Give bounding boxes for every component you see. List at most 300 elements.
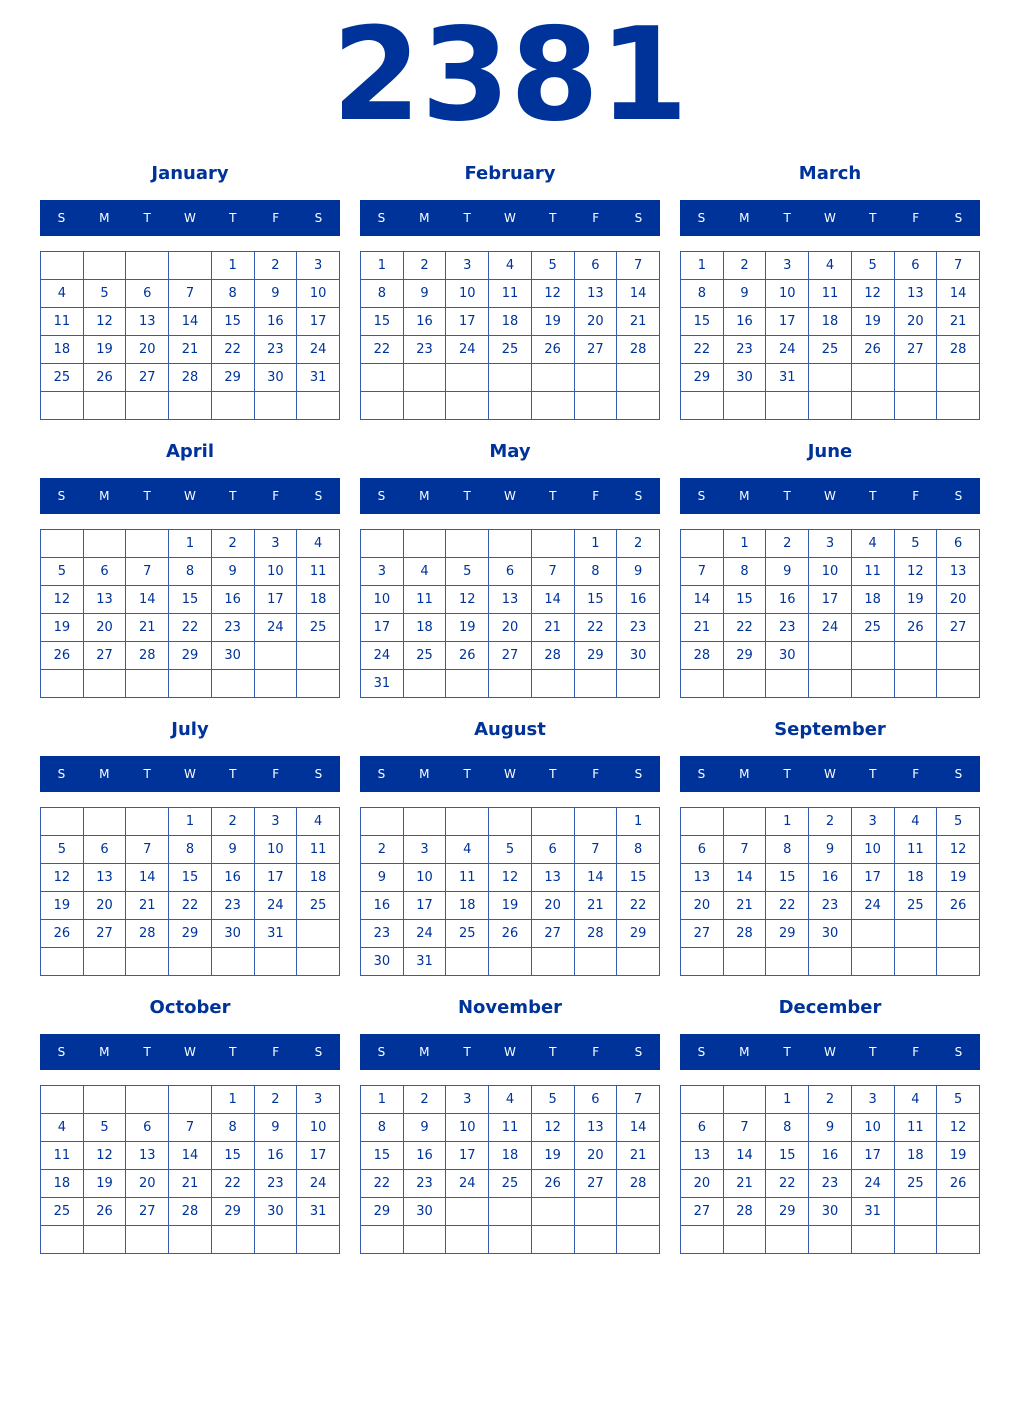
day-cell: 4 bbox=[894, 1086, 937, 1114]
day-cell: 20 bbox=[126, 1170, 169, 1198]
day-cell: 13 bbox=[489, 586, 532, 614]
day-cell: 2 bbox=[254, 252, 297, 280]
day-cell: 8 bbox=[169, 558, 212, 586]
day-cell: 9 bbox=[254, 1114, 297, 1142]
empty-day-cell bbox=[617, 1226, 660, 1254]
day-cell: 16 bbox=[254, 308, 297, 336]
day-cell: 17 bbox=[851, 864, 894, 892]
day-cell: 13 bbox=[574, 1114, 617, 1142]
weekday-header bbox=[680, 200, 980, 236]
day-cell: 2 bbox=[211, 808, 254, 836]
day-cell: 4 bbox=[489, 1086, 532, 1114]
month-name: January bbox=[151, 163, 229, 184]
empty-day-cell bbox=[403, 364, 446, 392]
day-cell: 7 bbox=[574, 836, 617, 864]
empty-day-cell bbox=[211, 392, 254, 420]
week-row bbox=[41, 836, 340, 864]
empty-day-cell bbox=[169, 1086, 212, 1114]
day-cell: 19 bbox=[937, 864, 980, 892]
day-cell: 23 bbox=[766, 614, 809, 642]
day-cell: 30 bbox=[809, 1198, 852, 1226]
empty-day-cell bbox=[489, 808, 532, 836]
weekday-label: F bbox=[912, 489, 920, 503]
empty-day-cell bbox=[41, 530, 84, 558]
month-name: March bbox=[798, 163, 862, 184]
day-cell: 9 bbox=[211, 558, 254, 586]
day-cell: 21 bbox=[126, 892, 169, 920]
week-row bbox=[41, 808, 340, 836]
week-row bbox=[41, 670, 340, 698]
day-cell: 23 bbox=[403, 336, 446, 364]
weekday-label: M bbox=[739, 211, 750, 225]
day-cell: 19 bbox=[41, 614, 84, 642]
day-cell: 28 bbox=[531, 642, 574, 670]
day-cell: 16 bbox=[723, 308, 766, 336]
day-cell: 19 bbox=[937, 1142, 980, 1170]
day-cell: 5 bbox=[937, 1086, 980, 1114]
day-cell: 16 bbox=[617, 586, 660, 614]
day-cell: 27 bbox=[126, 1198, 169, 1226]
empty-day-cell bbox=[41, 252, 84, 280]
empty-day-cell bbox=[126, 530, 169, 558]
empty-day-cell bbox=[126, 1086, 169, 1114]
empty-day-cell bbox=[809, 392, 852, 420]
day-cell: 29 bbox=[361, 1198, 404, 1226]
empty-day-cell bbox=[937, 948, 980, 976]
empty-day-cell bbox=[126, 1226, 169, 1254]
day-cell: 8 bbox=[681, 280, 724, 308]
empty-day-cell bbox=[894, 948, 937, 976]
empty-day-cell bbox=[83, 1086, 126, 1114]
empty-day-cell bbox=[83, 530, 126, 558]
day-cell: 23 bbox=[809, 1170, 852, 1198]
day-cell: 22 bbox=[169, 892, 212, 920]
weekday-label: W bbox=[824, 767, 836, 781]
day-cell: 9 bbox=[766, 558, 809, 586]
empty-day-cell bbox=[169, 392, 212, 420]
day-cell: 24 bbox=[851, 892, 894, 920]
empty-day-cell bbox=[531, 808, 574, 836]
day-cell: 29 bbox=[574, 642, 617, 670]
weekday-label: T bbox=[463, 767, 471, 781]
week-row bbox=[681, 280, 980, 308]
day-cell: 6 bbox=[83, 836, 126, 864]
day-cell: 14 bbox=[723, 864, 766, 892]
day-cell: 2 bbox=[361, 836, 404, 864]
day-cell: 8 bbox=[723, 558, 766, 586]
week-row bbox=[681, 586, 980, 614]
weekday-header bbox=[40, 756, 340, 792]
day-cell: 9 bbox=[361, 864, 404, 892]
day-cell: 17 bbox=[446, 308, 489, 336]
week-row bbox=[41, 642, 340, 670]
weekday-label: W bbox=[824, 1045, 836, 1059]
day-grid bbox=[360, 807, 660, 976]
weekday-label: T bbox=[229, 489, 237, 503]
day-cell: 8 bbox=[361, 280, 404, 308]
day-cell: 25 bbox=[489, 1170, 532, 1198]
day-cell: 15 bbox=[361, 1142, 404, 1170]
day-cell: 30 bbox=[211, 642, 254, 670]
day-cell: 6 bbox=[574, 252, 617, 280]
week-row bbox=[41, 558, 340, 586]
day-cell: 20 bbox=[574, 308, 617, 336]
day-cell: 2 bbox=[254, 1086, 297, 1114]
month-february bbox=[360, 156, 660, 426]
weekday-label: S bbox=[377, 1045, 386, 1059]
empty-day-cell bbox=[937, 642, 980, 670]
weekday-label: F bbox=[592, 767, 600, 781]
day-cell: 5 bbox=[937, 808, 980, 836]
day-cell: 3 bbox=[254, 530, 297, 558]
day-cell: 10 bbox=[809, 558, 852, 586]
day-cell: 29 bbox=[169, 920, 212, 948]
empty-day-cell bbox=[126, 392, 169, 420]
day-cell: 15 bbox=[617, 864, 660, 892]
week-row bbox=[361, 308, 660, 336]
day-cell: 7 bbox=[126, 836, 169, 864]
day-cell: 15 bbox=[723, 586, 766, 614]
month-name: May bbox=[489, 441, 531, 462]
week-row bbox=[361, 614, 660, 642]
empty-day-cell bbox=[937, 364, 980, 392]
day-cell: 2 bbox=[211, 530, 254, 558]
empty-day-cell bbox=[531, 948, 574, 976]
day-cell: 19 bbox=[41, 892, 84, 920]
weekday-label: W bbox=[184, 767, 196, 781]
day-cell: 8 bbox=[169, 836, 212, 864]
weekday-label: T bbox=[143, 767, 151, 781]
empty-day-cell bbox=[446, 1198, 489, 1226]
week-row bbox=[681, 808, 980, 836]
day-cell: 16 bbox=[254, 1142, 297, 1170]
day-cell: 12 bbox=[894, 558, 937, 586]
weekday-label: S bbox=[697, 489, 706, 503]
week-row bbox=[361, 1114, 660, 1142]
week-row bbox=[41, 1170, 340, 1198]
month-november bbox=[360, 990, 660, 1260]
day-cell: 28 bbox=[574, 920, 617, 948]
weekday-label: S bbox=[57, 211, 66, 225]
empty-day-cell bbox=[894, 670, 937, 698]
day-cell: 27 bbox=[681, 1198, 724, 1226]
week-row bbox=[361, 364, 660, 392]
day-cell: 23 bbox=[723, 336, 766, 364]
day-cell: 9 bbox=[617, 558, 660, 586]
empty-day-cell bbox=[254, 392, 297, 420]
day-cell: 1 bbox=[681, 252, 724, 280]
week-row bbox=[361, 1142, 660, 1170]
day-cell: 9 bbox=[809, 1114, 852, 1142]
day-cell: 7 bbox=[937, 252, 980, 280]
empty-day-cell bbox=[403, 670, 446, 698]
day-cell: 22 bbox=[723, 614, 766, 642]
day-cell: 15 bbox=[211, 308, 254, 336]
year-title: 2381 bbox=[331, 1, 689, 150]
day-cell: 14 bbox=[617, 280, 660, 308]
empty-day-cell bbox=[489, 948, 532, 976]
day-cell: 1 bbox=[361, 252, 404, 280]
empty-day-cell bbox=[531, 364, 574, 392]
weekday-label: W bbox=[824, 489, 836, 503]
day-cell: 26 bbox=[446, 642, 489, 670]
day-cell: 31 bbox=[297, 1198, 340, 1226]
day-cell: 26 bbox=[531, 336, 574, 364]
empty-day-cell bbox=[894, 1226, 937, 1254]
day-cell: 18 bbox=[489, 1142, 532, 1170]
empty-day-cell bbox=[937, 670, 980, 698]
day-cell: 21 bbox=[681, 614, 724, 642]
week-row bbox=[41, 1142, 340, 1170]
empty-day-cell bbox=[297, 948, 340, 976]
empty-day-cell bbox=[83, 392, 126, 420]
week-row bbox=[361, 392, 660, 420]
day-cell: 7 bbox=[126, 558, 169, 586]
day-cell: 26 bbox=[937, 1170, 980, 1198]
day-cell: 3 bbox=[766, 252, 809, 280]
day-cell: 11 bbox=[403, 586, 446, 614]
day-cell: 7 bbox=[169, 1114, 212, 1142]
day-cell: 17 bbox=[297, 1142, 340, 1170]
week-row bbox=[681, 836, 980, 864]
weekday-label: S bbox=[634, 489, 643, 503]
empty-day-cell bbox=[809, 670, 852, 698]
day-cell: 14 bbox=[169, 1142, 212, 1170]
empty-day-cell bbox=[531, 530, 574, 558]
week-row bbox=[361, 920, 660, 948]
day-cell: 24 bbox=[446, 336, 489, 364]
day-cell: 16 bbox=[766, 586, 809, 614]
week-row bbox=[681, 1198, 980, 1226]
empty-day-cell bbox=[723, 948, 766, 976]
day-cell: 3 bbox=[446, 252, 489, 280]
day-cell: 3 bbox=[297, 1086, 340, 1114]
weekday-header bbox=[360, 756, 660, 792]
day-cell: 3 bbox=[361, 558, 404, 586]
weekday-header bbox=[680, 478, 980, 514]
empty-day-cell bbox=[297, 392, 340, 420]
day-cell: 9 bbox=[254, 280, 297, 308]
empty-day-cell bbox=[937, 1226, 980, 1254]
week-row bbox=[681, 1170, 980, 1198]
day-cell: 17 bbox=[297, 308, 340, 336]
day-cell: 28 bbox=[169, 1198, 212, 1226]
weekday-label: T bbox=[869, 489, 877, 503]
day-cell: 6 bbox=[126, 280, 169, 308]
day-cell: 6 bbox=[126, 1114, 169, 1142]
week-row bbox=[361, 642, 660, 670]
empty-day-cell bbox=[851, 920, 894, 948]
weekday-label: F bbox=[272, 767, 280, 781]
day-cell: 21 bbox=[169, 336, 212, 364]
weekday-label: S bbox=[954, 1045, 963, 1059]
day-cell: 8 bbox=[211, 280, 254, 308]
day-cell: 12 bbox=[446, 586, 489, 614]
empty-day-cell bbox=[681, 808, 724, 836]
empty-day-cell bbox=[126, 670, 169, 698]
day-cell: 5 bbox=[41, 558, 84, 586]
weekday-header bbox=[40, 478, 340, 514]
weekday-label: S bbox=[954, 767, 963, 781]
weekday-label: M bbox=[419, 489, 430, 503]
empty-day-cell bbox=[617, 948, 660, 976]
day-cell: 22 bbox=[211, 1170, 254, 1198]
day-cell: 29 bbox=[723, 642, 766, 670]
day-cell: 6 bbox=[489, 558, 532, 586]
weekday-label: T bbox=[463, 1045, 471, 1059]
day-cell: 28 bbox=[126, 920, 169, 948]
day-cell: 23 bbox=[361, 920, 404, 948]
day-cell: 28 bbox=[937, 336, 980, 364]
day-cell: 6 bbox=[937, 530, 980, 558]
day-cell: 24 bbox=[446, 1170, 489, 1198]
day-cell: 11 bbox=[851, 558, 894, 586]
day-cell: 5 bbox=[41, 836, 84, 864]
day-cell: 13 bbox=[894, 280, 937, 308]
day-cell: 22 bbox=[169, 614, 212, 642]
day-cell: 13 bbox=[681, 1142, 724, 1170]
month-name: February bbox=[464, 163, 556, 184]
day-cell: 21 bbox=[937, 308, 980, 336]
day-cell: 30 bbox=[723, 364, 766, 392]
weekday-label: F bbox=[272, 211, 280, 225]
day-cell: 24 bbox=[297, 336, 340, 364]
weekday-label: F bbox=[912, 767, 920, 781]
day-cell: 10 bbox=[254, 558, 297, 586]
empty-day-cell bbox=[361, 364, 404, 392]
week-row bbox=[681, 336, 980, 364]
day-cell: 13 bbox=[83, 586, 126, 614]
weekday-label: S bbox=[634, 211, 643, 225]
month-october bbox=[40, 990, 340, 1260]
day-cell: 25 bbox=[41, 1198, 84, 1226]
day-grid bbox=[360, 251, 660, 420]
day-cell: 25 bbox=[894, 1170, 937, 1198]
day-cell: 8 bbox=[766, 836, 809, 864]
day-cell: 22 bbox=[766, 1170, 809, 1198]
day-cell: 27 bbox=[531, 920, 574, 948]
weekday-label: M bbox=[739, 489, 750, 503]
week-row bbox=[41, 864, 340, 892]
weekday-label: F bbox=[592, 211, 600, 225]
weekday-header bbox=[360, 478, 660, 514]
weekday-label: T bbox=[869, 1045, 877, 1059]
day-cell: 30 bbox=[403, 1198, 446, 1226]
weekday-label: F bbox=[592, 489, 600, 503]
day-cell: 2 bbox=[403, 252, 446, 280]
day-cell: 7 bbox=[723, 836, 766, 864]
day-cell: 19 bbox=[446, 614, 489, 642]
empty-day-cell bbox=[446, 530, 489, 558]
day-cell: 20 bbox=[83, 892, 126, 920]
day-cell: 19 bbox=[851, 308, 894, 336]
day-cell: 27 bbox=[937, 614, 980, 642]
week-row bbox=[361, 1226, 660, 1254]
weekday-label: T bbox=[783, 1045, 791, 1059]
empty-day-cell bbox=[41, 1086, 84, 1114]
empty-day-cell bbox=[894, 642, 937, 670]
week-row bbox=[361, 336, 660, 364]
day-grid bbox=[680, 1085, 980, 1254]
day-cell: 4 bbox=[297, 808, 340, 836]
weekday-label: M bbox=[739, 767, 750, 781]
week-row bbox=[41, 364, 340, 392]
week-row bbox=[41, 1198, 340, 1226]
weekday-label: T bbox=[229, 1045, 237, 1059]
empty-day-cell bbox=[723, 1086, 766, 1114]
empty-day-cell bbox=[681, 530, 724, 558]
empty-day-cell bbox=[489, 530, 532, 558]
day-cell: 27 bbox=[126, 364, 169, 392]
day-cell: 4 bbox=[446, 836, 489, 864]
day-cell: 30 bbox=[211, 920, 254, 948]
day-cell: 26 bbox=[937, 892, 980, 920]
day-cell: 27 bbox=[83, 642, 126, 670]
empty-day-cell bbox=[574, 1226, 617, 1254]
weekday-label: T bbox=[229, 767, 237, 781]
empty-day-cell bbox=[851, 670, 894, 698]
day-cell: 11 bbox=[489, 1114, 532, 1142]
week-row bbox=[361, 1086, 660, 1114]
day-cell: 21 bbox=[723, 1170, 766, 1198]
day-cell: 26 bbox=[894, 614, 937, 642]
day-cell: 4 bbox=[809, 252, 852, 280]
weekday-label: S bbox=[377, 211, 386, 225]
day-cell: 19 bbox=[531, 1142, 574, 1170]
day-cell: 24 bbox=[361, 642, 404, 670]
day-cell: 23 bbox=[211, 892, 254, 920]
weekday-label: S bbox=[314, 211, 323, 225]
weekday-label: S bbox=[697, 767, 706, 781]
day-cell: 8 bbox=[361, 1114, 404, 1142]
day-cell: 7 bbox=[531, 558, 574, 586]
day-cell: 2 bbox=[809, 808, 852, 836]
empty-day-cell bbox=[126, 252, 169, 280]
day-cell: 10 bbox=[403, 864, 446, 892]
empty-day-cell bbox=[894, 392, 937, 420]
weekday-label: W bbox=[184, 489, 196, 503]
day-grid bbox=[680, 807, 980, 976]
day-cell: 25 bbox=[894, 892, 937, 920]
day-cell: 17 bbox=[403, 892, 446, 920]
empty-day-cell bbox=[403, 392, 446, 420]
day-cell: 20 bbox=[83, 614, 126, 642]
day-cell: 12 bbox=[531, 1114, 574, 1142]
day-cell: 12 bbox=[41, 586, 84, 614]
week-row bbox=[41, 280, 340, 308]
month-september bbox=[680, 712, 980, 982]
day-cell: 26 bbox=[41, 920, 84, 948]
weekday-label: T bbox=[869, 211, 877, 225]
weekday-label: T bbox=[229, 211, 237, 225]
day-cell: 11 bbox=[489, 280, 532, 308]
empty-day-cell bbox=[297, 920, 340, 948]
day-cell: 10 bbox=[254, 836, 297, 864]
week-row bbox=[361, 808, 660, 836]
weekday-label: F bbox=[272, 489, 280, 503]
day-grid bbox=[40, 251, 340, 420]
day-cell: 14 bbox=[617, 1114, 660, 1142]
empty-day-cell bbox=[531, 392, 574, 420]
empty-day-cell bbox=[851, 1226, 894, 1254]
day-cell: 23 bbox=[617, 614, 660, 642]
month-august bbox=[360, 712, 660, 982]
empty-day-cell bbox=[169, 948, 212, 976]
weekday-label: S bbox=[697, 1045, 706, 1059]
day-cell: 15 bbox=[211, 1142, 254, 1170]
weekday-label: W bbox=[504, 211, 516, 225]
month-name: July bbox=[171, 719, 209, 740]
